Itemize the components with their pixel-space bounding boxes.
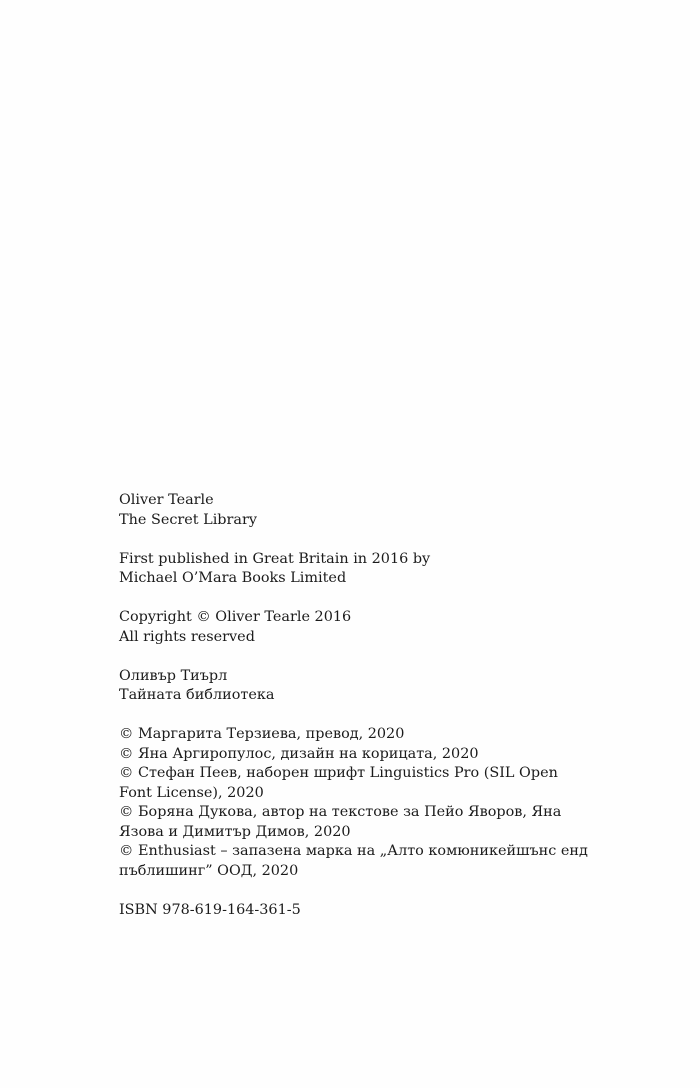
credit-line: © Боряна Дукова, автор на текстове за Пейо Яворов, Яна xyxy=(119,804,562,820)
bulgarian-edition-info xyxy=(119,667,619,706)
publication-info xyxy=(119,550,619,589)
isbn-info xyxy=(119,901,619,921)
credits-list xyxy=(119,725,619,881)
credit-line: Font License), 2020 xyxy=(119,784,264,801)
copyright-line-1: Copyright © Oliver Tearle 2016 xyxy=(119,609,352,625)
book-title-bulgarian: Тайната библиотека xyxy=(119,687,275,703)
credit-line: Язова и Димитър Димов, 2020 xyxy=(119,823,351,840)
publication-line-2: Michael O’Mara Books Limited xyxy=(119,570,347,586)
isbn-number: ISBN 978-619-164-361-5 xyxy=(119,901,301,918)
author-name-english: Oliver Tearle xyxy=(119,492,214,508)
author-name-bulgarian: Оливър Тиърл xyxy=(119,667,228,684)
credit-line: © Стефан Пеев, наборен шрифт Linguistics Pro (SIL Open xyxy=(119,765,558,781)
imprint-block xyxy=(119,491,619,920)
credit-line: пъблишинг” ООД, 2020 xyxy=(119,862,299,879)
copyright-info xyxy=(119,608,619,647)
book-title-english: The Secret Library xyxy=(119,511,257,528)
original-edition-info xyxy=(119,491,619,530)
credit-line: © Яна Аргиропулос, дизайн на корицата, 2020 xyxy=(119,745,479,762)
credit-line: © Enthusiast – запазена марка на „Алто комюникейшънс енд xyxy=(119,843,588,859)
copyright-line-2: All rights reserved xyxy=(119,628,255,645)
credit-line: © Маргарита Терзиева, превод, 2020 xyxy=(119,726,405,742)
publication-line-1: First published in Great Britain in 2016 by xyxy=(119,550,431,567)
